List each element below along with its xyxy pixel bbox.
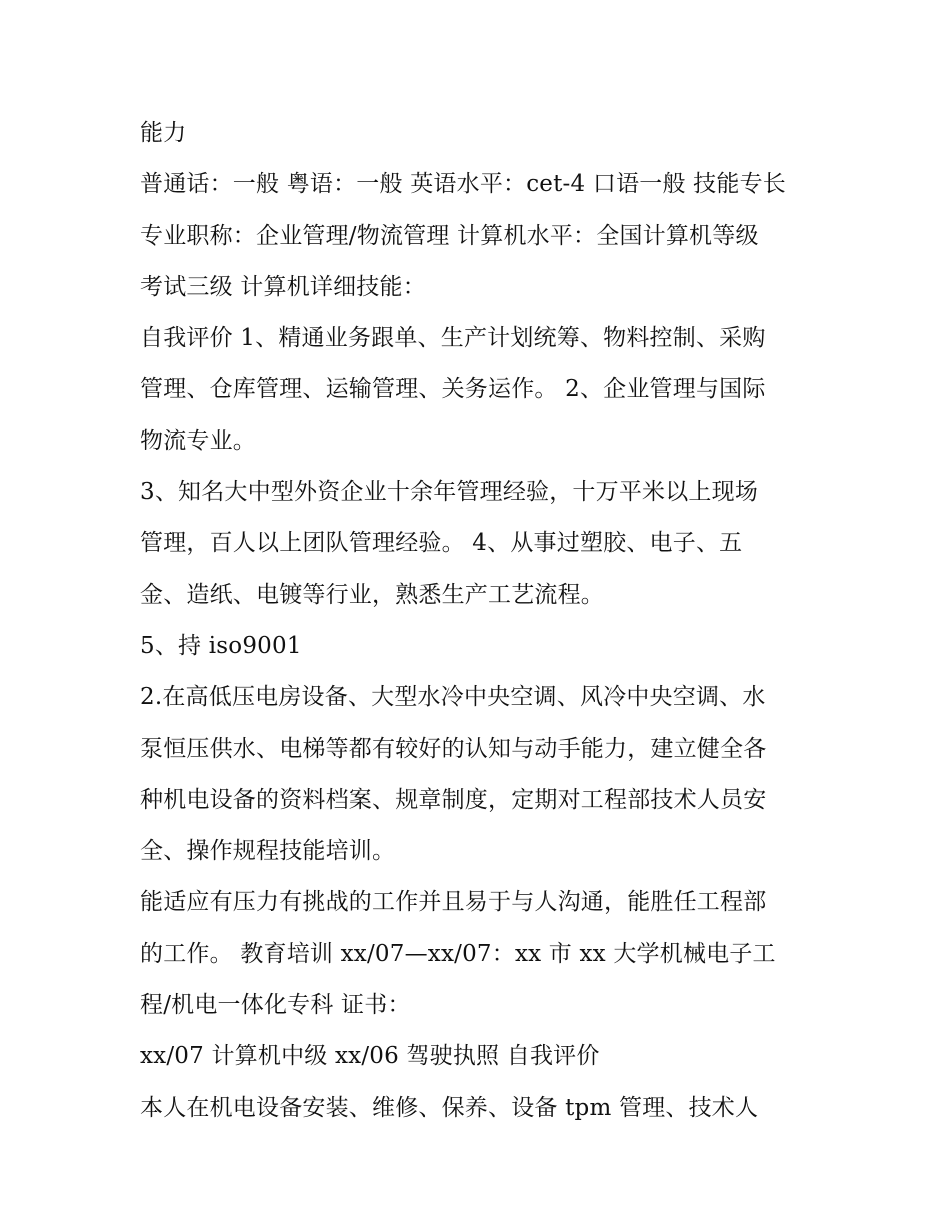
text-line: 金、造纸、电镀等行业，熟悉生产工艺流程。 [140, 581, 604, 608]
text-line: 能力 [140, 120, 187, 146]
text-line: 能适应有压力有挑战的工作并且易于与人沟通，能胜任工程部 [140, 889, 767, 916]
text-line: 泵恒压供水、电梯等都有较好的认知与动手能力，建立健全各 [140, 735, 767, 762]
text-line: 2.在高低压电房设备、大型水冷中央空调、风冷中央空调、水 [140, 684, 766, 711]
text-line: xx/07 计算机中级 xx/06 驾驶执照 自我评价 [140, 1043, 600, 1070]
text-line: 普通话：一般 粤语：一般 英语水平：cet-4 口语一般 技能专长 [140, 171, 786, 198]
text-line: 种机电设备的资料档案、规章制度，定期对工程部技术人员安 [140, 786, 767, 813]
text-line: 3、知名大中型外资企业十余年管理经验，十万平米以上现场 [140, 479, 759, 506]
text-line: 考试三级 计算机详细技能： [140, 273, 426, 300]
text-line: 自我评价 1、精通业务跟单、生产计划统筹、物料控制、采购 [140, 325, 766, 352]
text-line: 物流专业。 [140, 427, 256, 454]
text-line: 管理、仓库管理、运输管理、关务运作。 2、企业管理与国际 [140, 376, 766, 403]
text-line: 专业职称：企业管理/物流管理 计算机水平：全国计算机等级 [140, 222, 759, 249]
text-line: 管理，百人以上团队管理经验。 4、从事过塑胶、电子、五 [140, 530, 743, 557]
document-body [140, 108, 820, 1134]
text-line: 5、持 iso9001 [140, 632, 302, 659]
text-line: 全、操作规程技能培训。 [140, 838, 396, 865]
text-line: 本人在机电设备安装、维修、保养、设备 tpm 管理、技术人 [140, 1094, 759, 1121]
text-line: 的工作。 教育培训 xx/07—xx/07：xx 市 xx 大学机械电子工 [140, 940, 776, 967]
text-line: 程/机电一体化专科 证书： [140, 992, 411, 1019]
